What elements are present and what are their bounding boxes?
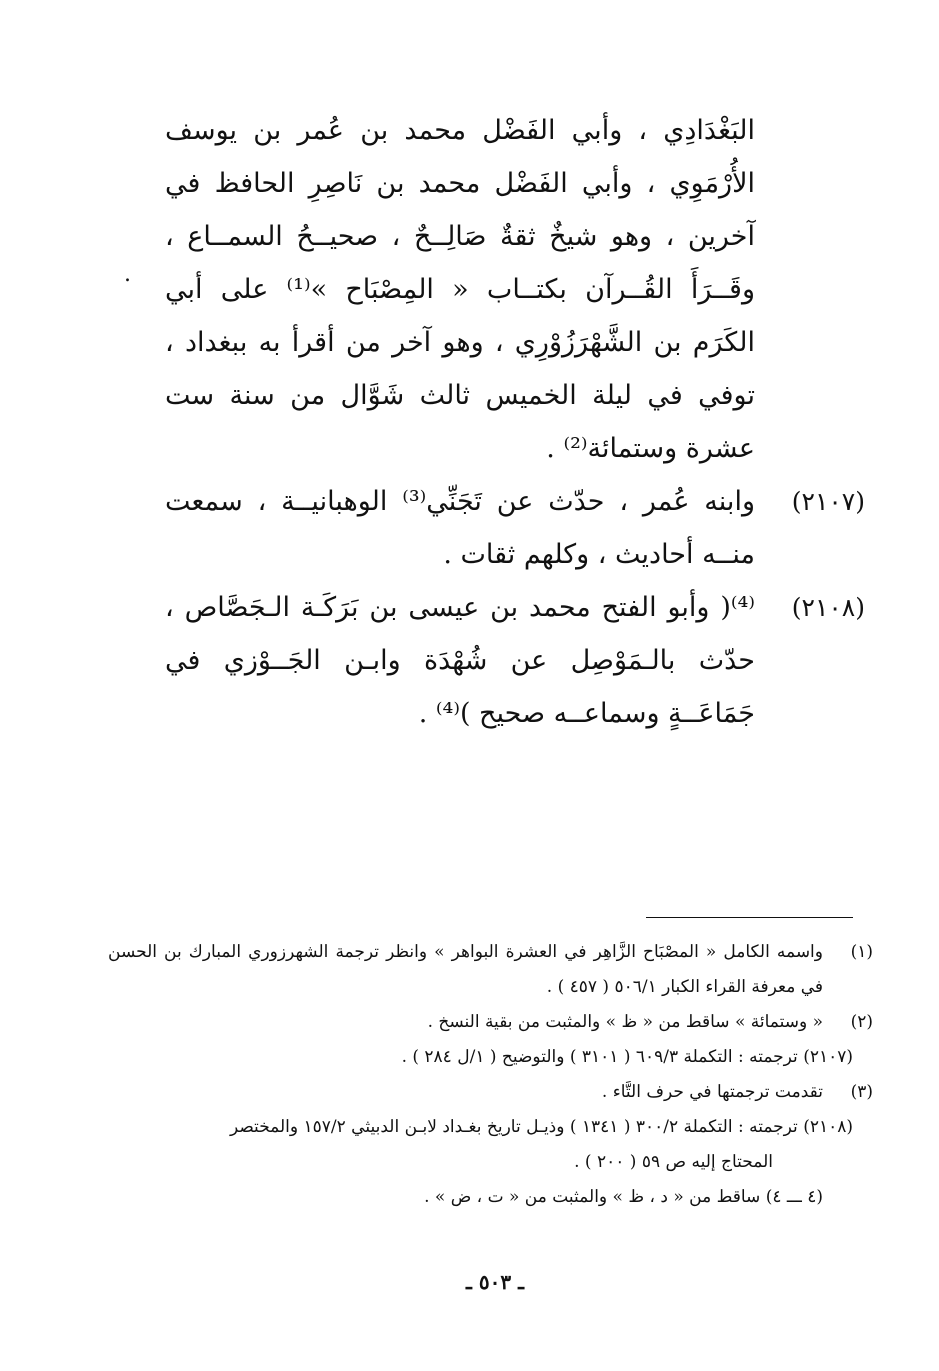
entry-2108	[165, 581, 865, 740]
footnotes	[108, 935, 873, 1215]
footnote	[108, 1005, 873, 1040]
footnote	[108, 1110, 853, 1145]
footnote-separator	[646, 917, 853, 918]
main-text	[165, 104, 865, 740]
page-number: ـ ٥٠٣ ـ	[466, 1270, 524, 1294]
stray-mark: .	[124, 262, 131, 287]
footnote-number: (٤ ـــ ٤)	[765, 1187, 823, 1207]
entry-number: (٢١٠٧)	[791, 487, 865, 516]
footnote-text: « وستمائة » ساقط من « ظ » والمثبت من بقية النسخ .	[427, 1012, 823, 1032]
footnote-number: (٢١٠٧)	[803, 1047, 853, 1067]
footnote-number: (٢)	[850, 1012, 873, 1032]
entry-number: (٢١٠٨)	[791, 593, 865, 622]
entry-text: وابنه عُمر ، حدّث عن تَجَنِّي⁽³⁾ الوهبانيــة ، سمعت منــه أحاديث ، وكلهم ثقات .	[165, 486, 755, 570]
entry-2107	[165, 475, 865, 581]
footnote-number: (٣)	[850, 1082, 873, 1102]
footnote-text: ترجمته : التكملة ٣٠٠/٢ ( ١٣٤١ ) وذيـل تاريخ بغـداد لابـن الدبيثي ١٥٧/٢ والمختصر	[229, 1117, 798, 1137]
footnote	[108, 1040, 853, 1075]
footnote-number: (١)	[850, 942, 873, 962]
biography-continuation: البَغْدَادِي ، وأبي الفَضْل محمد بن عُمر بن يوسف الأُرْمَوِي ، وأبي الفَضْل محمد بن نَاصِرِ الحافظ في آخرين ، وهو شيخٌ ثقةٌ صَالِــحٌ ، صحيــحُ السمــاع ، وقَــرَأَ القُــرآن بكتــاب « المِصْبَاح »⁽¹⁾ على أبي الكَرَم بن الشَّهْرَزُوْرِي ، وهو آخر من أقرأ به ببغداد ، توفي في ليلة الخميس ثالث شَوَّال من سنة ست عشرة وستمائة⁽²⁾ .	[165, 115, 755, 464]
footnote-number: (٢١٠٨)	[803, 1117, 853, 1137]
footnote-text: تقدمت ترجمتها في حرف التَّاء .	[601, 1082, 823, 1102]
footnote	[108, 1180, 853, 1215]
footnote	[108, 935, 873, 1005]
footnote-text: واسمه الكامل « المصْبَاح الزَّاهِر في العشرة البواهر » وانظر ترجمة الشهرزوري المبارك بن الحسن في معرفة القراء الكبار ٥٠٦/١ ( ٤٥٧ ) .	[108, 942, 823, 997]
footnote-continuation: المحتاج إليه ص ٥٩ ( ٢٠٠ ) .	[574, 1152, 773, 1172]
entry-text: ⁽⁴⁾( وأبو الفتح محمد بن عيسى بن بَرَكَـة الـجَصَّاص ، حدّث بالـمَوْصِل عن شُهْدَة وابـن الجَــوْزي في جَمَاعَــةٍ وسماعــه صحيح )⁽⁴⁾ .	[165, 592, 755, 729]
footnote-text: ساقط من « د ، ظ » والمثبت من « ت ، ض » .	[424, 1187, 761, 1207]
footnote	[108, 1075, 873, 1110]
footnote-text: ترجمته : التكملة ٦٠٩/٣ ( ٣١٠١ ) والتوضيح ( ١/ل ٢٨٤ ) .	[401, 1047, 798, 1067]
